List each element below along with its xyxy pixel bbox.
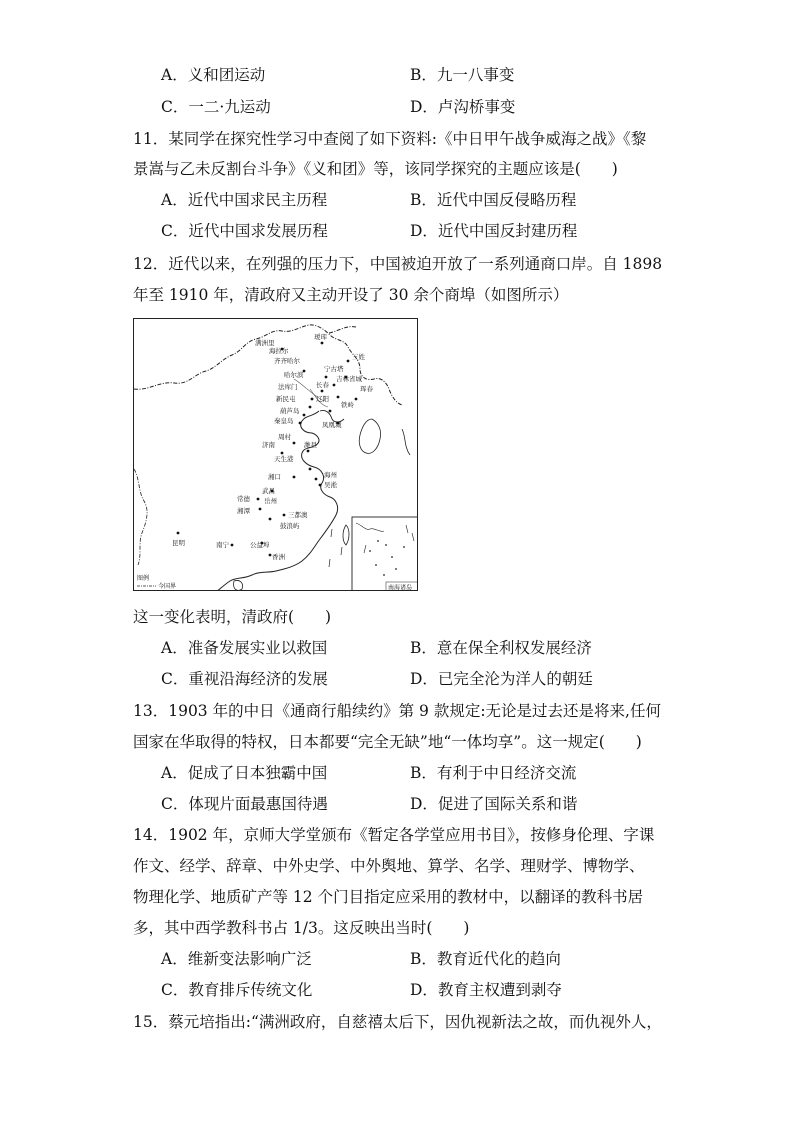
map-city: 长春 <box>316 381 329 389</box>
q11-option-b: B．近代中国反侵略历程 <box>410 191 577 209</box>
q13-option-b: B．有利于中日经济交流 <box>410 764 577 782</box>
map-city: 海州 <box>324 471 337 479</box>
map-city: 凤凰城 <box>322 421 342 429</box>
map-svg <box>134 319 418 591</box>
q14-option-c: C．教育排斥传统文化 <box>161 981 313 999</box>
q11-option-c: C．近代中国求发展历程 <box>161 222 328 240</box>
map-city: 三姓 <box>352 353 365 361</box>
map-city: 天生港 <box>274 455 294 463</box>
q13-option-d: D．促进了国际关系和谐 <box>410 795 578 813</box>
q14-stem-line3: 物理化学、地质矿产等 12 个门目指定应采用的教材中，以翻译的教科书居 <box>133 888 644 906</box>
map-city: 岳州 <box>264 497 277 505</box>
map-city: 吉林省城 <box>336 375 362 383</box>
map-city: 公益埠 <box>250 541 270 549</box>
map-city: 葫芦岛 <box>280 407 300 415</box>
map-city: 昆明 <box>172 539 185 547</box>
q13-option-c: C．体现片面最惠国待遇 <box>161 795 328 813</box>
q14-option-b: B．教育近代化的趋向 <box>410 950 561 968</box>
map-city: 济南 <box>262 441 275 449</box>
q15-stem-line1: 15．蔡元培指出:“满洲政府，自慈禧太后下，因仇视新法之故，而仇视外人， <box>133 1013 662 1031</box>
q11-option-d: D．近代中国反封建历程 <box>410 222 578 240</box>
map-city: 南宁 <box>216 541 229 549</box>
q12-option-b: B．意在保全利权发展经济 <box>410 639 592 657</box>
q14-stem-line1: 14．1902 年，京师大学堂颁布《暂定各学堂应用书目》，按修身伦理、字课 <box>133 826 655 844</box>
map-city: 齐齐哈尔 <box>274 357 300 365</box>
q10-option-d: D．卢沟桥事变 <box>410 98 516 116</box>
map-city: 珲春 <box>360 385 373 393</box>
map-legend <box>137 574 176 590</box>
map-city: 湘口 <box>268 473 281 481</box>
q12-stem-line1: 12．近代以来，在列强的压力下，中国被迫开放了一系列通商口岸。自 1898 <box>133 255 663 273</box>
map-city: 秦皇岛 <box>274 417 294 425</box>
q11-stem-line1: 11．某同学在探究性学习中查阅了如下资料:《中日甲午战争威海之战》《黎 <box>133 130 647 148</box>
svg-text:今国界: 今国界 <box>158 583 177 590</box>
q14-option-d: D．教育主权遭到剥夺 <box>410 981 562 999</box>
q13-stem-line1: 13．1903 年的中日《通商行船续约》第 9 款规定:无论是过去还是将来,任何 <box>133 702 661 720</box>
svg-text:南海诸岛: 南海诸岛 <box>388 584 413 592</box>
q12-stem-line3: 这一变化表明，清政府( ) <box>133 608 332 626</box>
map-city: 哈尔滨 <box>284 371 304 379</box>
trading-ports-map <box>133 318 418 591</box>
map-city: 常德 <box>237 495 250 503</box>
q12-option-d: D．已完全沦为洋人的朝廷 <box>410 670 593 688</box>
map-city: 宁古塔 <box>324 365 344 373</box>
map-city: 香洲 <box>272 553 285 561</box>
map-city: 武昌 <box>262 487 275 495</box>
q14-stem-line2: 作文、经学、辞章、中外史学、中外舆地、算学、名学、理财学、博物学、 <box>133 857 645 875</box>
q10-option-c: C．一二·九运动 <box>161 98 271 116</box>
south-china-sea-inset <box>352 517 418 591</box>
q12-option-c: C．重视沿海经济的发展 <box>161 670 328 688</box>
q13-option-a: A．促成了日本独霸中国 <box>161 764 328 782</box>
map-city: 周村 <box>278 433 291 441</box>
q11-stem-line2: 景嵩与乙未反割台斗争》《义和团》等，该同学探究的主题应该是( ) <box>133 160 618 178</box>
map-city: 铁岭 <box>341 401 354 409</box>
map-city: 海拉尔 <box>269 347 289 355</box>
map-city: 潍县 <box>304 441 317 449</box>
map-city: 法库门 <box>278 383 298 391</box>
map-city: 湘潭 <box>237 507 250 515</box>
map-city: 新民屯 <box>276 395 296 403</box>
map-city: 三都澳 <box>288 511 308 519</box>
q12-stem-line2: 年至 1910 年，清政府又主动开设了 30 余个商埠（如图所示） <box>133 286 569 304</box>
q10-option-b: B．九一八事变 <box>410 66 515 84</box>
q12-option-a: A．准备发展实业以救国 <box>161 639 328 657</box>
map-city: 满洲里 <box>255 339 275 347</box>
q10-option-a: A．义和团运动 <box>161 66 266 84</box>
map-city: 吴淞 <box>324 481 337 489</box>
map-city: 辽阳 <box>316 395 329 403</box>
q13-stem-line2: 国家在华取得的特权，日本都要“完全无缺”地“一体均享”。这一规定( ) <box>133 733 642 751</box>
q14-option-a: A．维新变法影响广泛 <box>161 950 312 968</box>
map-city: 瑷珲 <box>314 333 327 341</box>
q14-stem-line4: 多，其中西学教科书占 1/3。这反映出当时( ) <box>133 919 470 937</box>
svg-text:图例: 图例 <box>137 575 150 582</box>
q11-option-a: A．近代中国求民主历程 <box>161 191 328 209</box>
map-city: 鼓浪屿 <box>280 522 300 530</box>
